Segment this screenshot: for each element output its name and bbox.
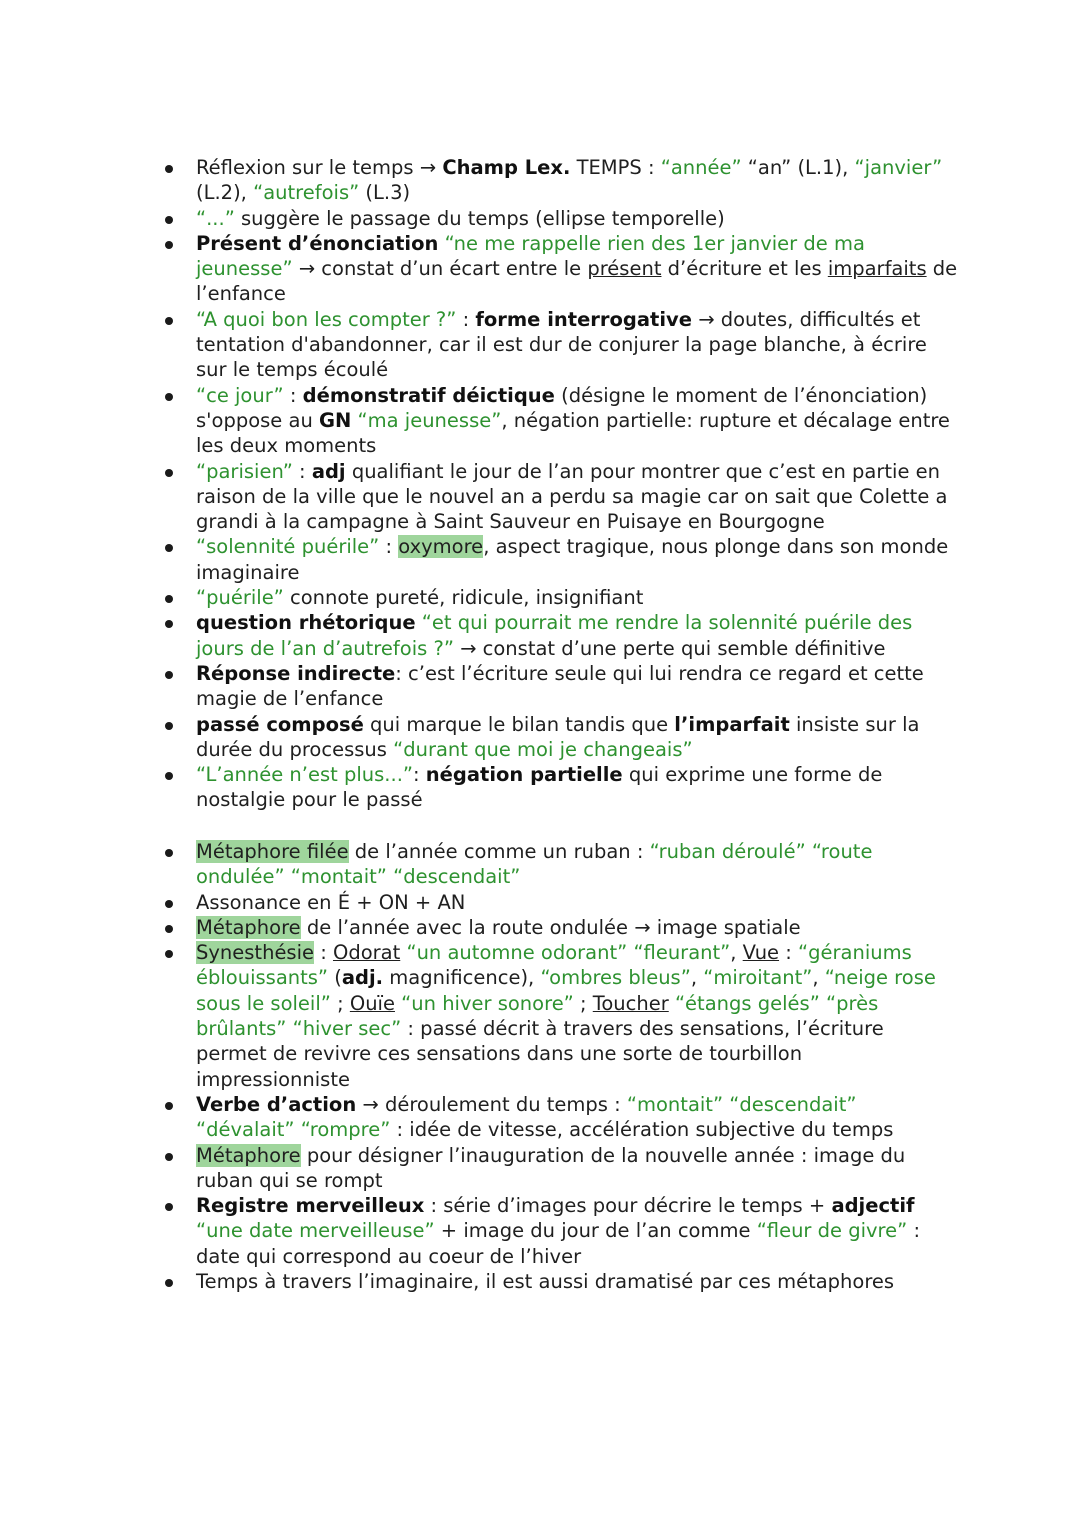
bullet-dot-icon — [165, 950, 173, 958]
text-run: (L.2), — [196, 181, 254, 205]
quote-text: “A quoi bon les compter ?” — [196, 307, 457, 331]
highlighted-term: Métaphore filée — [196, 840, 349, 863]
quote-text: “solennité puérile” — [196, 535, 380, 559]
bullet-item — [0, 915, 1080, 940]
bullet-item — [0, 534, 1080, 585]
quote-text: “neige rose sous le soleil” — [196, 966, 936, 1015]
text-run: Réflexion sur le temps → — [196, 156, 443, 179]
text-run: (L.3) — [359, 181, 411, 205]
quote-text: “montait” — [290, 865, 387, 889]
text-run: insiste sur la durée du processus — [196, 712, 920, 761]
bullet-dot-icon — [165, 1153, 173, 1161]
bullet-dot-icon — [165, 671, 173, 679]
text-run: → doutes, difficultés et tentation d'abandonner, car il est dur de conjurer la page blanche, à écrire sur le temps écoulé — [196, 307, 927, 382]
bullet-item — [0, 661, 1080, 712]
quote-text: “descendait” — [393, 865, 521, 889]
bold-term: forme interrogative — [475, 307, 692, 331]
text-run: : passé décrit à travers des sensations, l’écriture permet de revivre ces sensations dans une sorte de tourbillon impressionniste — [196, 1017, 884, 1091]
text-run: → constat d’un écart entre le — [292, 257, 588, 281]
text-run: pour désigner l’inauguration de la nouvelle année : image du ruban qui se rompt — [196, 1143, 906, 1192]
notes-section-temps — [0, 155, 1080, 813]
bullet-dot-icon — [165, 1203, 173, 1211]
bold-term: Champ Lex. — [442, 156, 571, 179]
text-run: , — [690, 966, 704, 990]
text-run: magnificence), — [383, 966, 541, 990]
highlighted-term: Métaphore — [196, 1143, 301, 1167]
bullet-item — [0, 1193, 1080, 1269]
underlined-term: imparfaits — [827, 257, 927, 281]
quote-text: “...” — [196, 206, 235, 230]
bullet-item — [0, 1143, 1080, 1194]
text-run: Assonance en É + ON + AN — [196, 890, 466, 914]
quote-text: “ma jeunesse” — [357, 408, 502, 432]
bullet-item — [0, 585, 1080, 610]
quote-text: “autrefois” — [253, 181, 360, 205]
bullet-dot-icon — [165, 469, 173, 477]
quote-text: “miroitant” — [703, 966, 813, 990]
text-run: qualifiant le jour de l’an pour montrer que c’est en partie en raison de la ville que le nouvel an a perdu sa magie car on sait que Colette a grandi à la campagne à Saint Sauveur en Puisaye en Bourgogne — [196, 459, 948, 534]
underlined-term: Ouïe — [349, 991, 395, 1015]
text-run: : — [292, 459, 312, 483]
bullet-dot-icon — [165, 1102, 173, 1110]
highlighted-term: oxymore — [398, 535, 484, 559]
text-run: d’écriture et les — [661, 257, 828, 281]
text-run: : idée de vitesse, accélération subjective du temps — [390, 1118, 894, 1142]
bullet-item — [0, 890, 1080, 915]
bullet-dot-icon — [165, 393, 173, 401]
text-run: : — [314, 941, 333, 965]
quote-text: “et qui pourrait me rendre la solennité puérile des jours de l’an d’autrefois ?” — [196, 611, 913, 660]
text-run: (désigne le moment de l’énonciation) s'oppose au — [196, 383, 928, 432]
bullet-item — [0, 307, 1080, 383]
quote-text: “une date merveilleuse” — [196, 1219, 435, 1243]
quote-text: “près brûlants” — [196, 991, 879, 1041]
bullet-item — [0, 155, 1080, 206]
text-run: qui marque le bilan tandis que — [363, 712, 675, 736]
quote-text: “dévalait” — [196, 1118, 295, 1142]
text-run: Temps à travers l’imaginaire, il est aussi dramatisé par ces métaphores — [196, 1270, 895, 1294]
bold-term: adjectif — [831, 1194, 915, 1218]
bold-term: Registre merveilleux — [196, 1194, 425, 1218]
text-run: : — [379, 535, 399, 559]
bullet-item — [0, 712, 1080, 763]
text-run: , — [730, 941, 743, 965]
quote-text: “un hiver sonore” — [401, 991, 574, 1015]
bullet-dot-icon — [165, 900, 173, 908]
quote-text: “géraniums éblouissants” — [196, 941, 912, 990]
quote-text: “montait” — [626, 1093, 724, 1116]
underlined-term: Toucher — [592, 991, 669, 1015]
notes-section-merveilleux — [0, 1092, 1080, 1294]
text-run: , — [812, 966, 825, 990]
underlined-term: présent — [587, 257, 662, 281]
bullet-item — [0, 762, 1080, 813]
highlighted-term: Métaphore — [196, 915, 301, 939]
bold-term: question rhétorique — [196, 611, 416, 635]
bullet-dot-icon — [165, 165, 173, 173]
bullet-dot-icon — [165, 544, 173, 552]
bold-term: Présent d’énonciation — [196, 231, 439, 255]
quote-text: “fleurant” — [633, 941, 731, 965]
quote-text: “route ondulée” — [196, 840, 873, 889]
bold-term: GN — [319, 408, 352, 432]
bullet-dot-icon — [165, 241, 173, 249]
text-run: , négation partielle: rupture et décalage entre les deux moments — [196, 408, 950, 458]
bullet-dot-icon — [165, 722, 173, 730]
quote-text: “étangs gelés” — [674, 991, 820, 1015]
bullet-dot-icon — [165, 849, 173, 857]
bold-term: démonstratif déictique — [302, 383, 555, 407]
quote-text: “parisien” — [196, 459, 293, 483]
bullet-dot-icon — [165, 216, 173, 224]
bullet-item — [0, 610, 1080, 661]
quote-text: “hiver sec” — [292, 1017, 402, 1041]
bullet-dot-icon — [165, 925, 173, 933]
quote-text: “ruban déroulé” — [649, 840, 806, 863]
bullet-item — [0, 839, 1080, 890]
bullet-item — [0, 383, 1080, 459]
text-run: “an” (L.1), — [741, 156, 855, 179]
text-run: connote pureté, ridicule, insignifiant — [283, 586, 644, 610]
quote-text: “puérile” — [196, 586, 284, 610]
text-run: ; — [330, 991, 350, 1015]
bullet-item — [0, 459, 1080, 535]
text-run: : — [779, 941, 799, 965]
bold-term: l’imparfait — [674, 712, 790, 736]
bullet-item — [0, 231, 1080, 307]
quote-text: “un automne odorant” — [406, 941, 628, 965]
text-run: + image du jour de l’an comme — [434, 1219, 757, 1243]
text-run: : — [456, 307, 476, 331]
quote-text: “ombres bleus” — [540, 966, 691, 990]
quote-text: “descendait” — [729, 1093, 857, 1116]
text-run: ( — [328, 966, 342, 990]
text-run: : — [283, 383, 303, 407]
text-run: : série d’images pour décrire le temps + — [424, 1194, 832, 1218]
text-run: qui exprime une forme de nostalgie pour le passé — [196, 763, 883, 812]
bold-term: adj. — [341, 966, 384, 990]
bold-term: passé composé — [196, 712, 364, 736]
bullet-dot-icon — [165, 317, 173, 325]
notes-section-metaphores — [0, 839, 1080, 1092]
quote-text: “fleur de givre” — [756, 1219, 908, 1243]
text-run: de l’enfance — [196, 257, 958, 306]
bullet-dot-icon — [165, 772, 173, 780]
text-run: → constat d’une perte qui semble définitive — [453, 636, 886, 660]
text-run: : date qui correspond au coeur de l’hiver — [196, 1219, 921, 1268]
text-run: de l’année avec la route ondulée → image spatiale — [300, 915, 801, 939]
bold-term: Verbe d’action — [196, 1093, 357, 1116]
bullet-item — [0, 1092, 1080, 1143]
quote-text: “L’année n’est plus...” — [196, 763, 413, 787]
text-run: suggère le passage du temps (ellipse temporelle) — [234, 206, 725, 230]
bullet-item — [0, 206, 1080, 231]
text-run: ; — [573, 991, 593, 1015]
text-run: : — [413, 763, 426, 787]
quote-text: “ne me rappelle rien des 1er janvier de ma jeunesse” — [196, 231, 865, 281]
bold-term: négation partielle — [425, 763, 623, 787]
text-run: TEMPS : — [570, 156, 661, 179]
quote-text: “durant que moi je changeais” — [393, 737, 693, 761]
text-run: → déroulement du temps : — [356, 1093, 627, 1116]
bullet-item — [0, 1269, 1080, 1294]
quote-text: “rompre” — [300, 1118, 391, 1142]
text-run: de l’année comme un ruban : — [348, 840, 650, 863]
bold-term: Réponse indirecte — [196, 661, 396, 685]
bullet-dot-icon — [165, 595, 173, 603]
bullet-dot-icon — [165, 1279, 173, 1287]
bullet-item — [0, 940, 1080, 1092]
bullet-dot-icon — [165, 620, 173, 628]
quote-text: “janvier” — [854, 156, 943, 179]
text-run: : c’est l’écriture seule qui lui rendra ce regard et cette magie de l’enfance — [196, 661, 924, 711]
text-run: , aspect tragique, nous plonge dans son monde imaginaire — [196, 535, 949, 584]
highlighted-term: Synesthésie — [196, 941, 315, 965]
quote-text: “ce jour” — [196, 383, 284, 407]
underlined-term: Odorat — [332, 941, 401, 965]
underlined-term: Vue — [742, 941, 780, 965]
quote-text: “année” — [660, 156, 742, 179]
bold-term: adj — [311, 459, 346, 483]
